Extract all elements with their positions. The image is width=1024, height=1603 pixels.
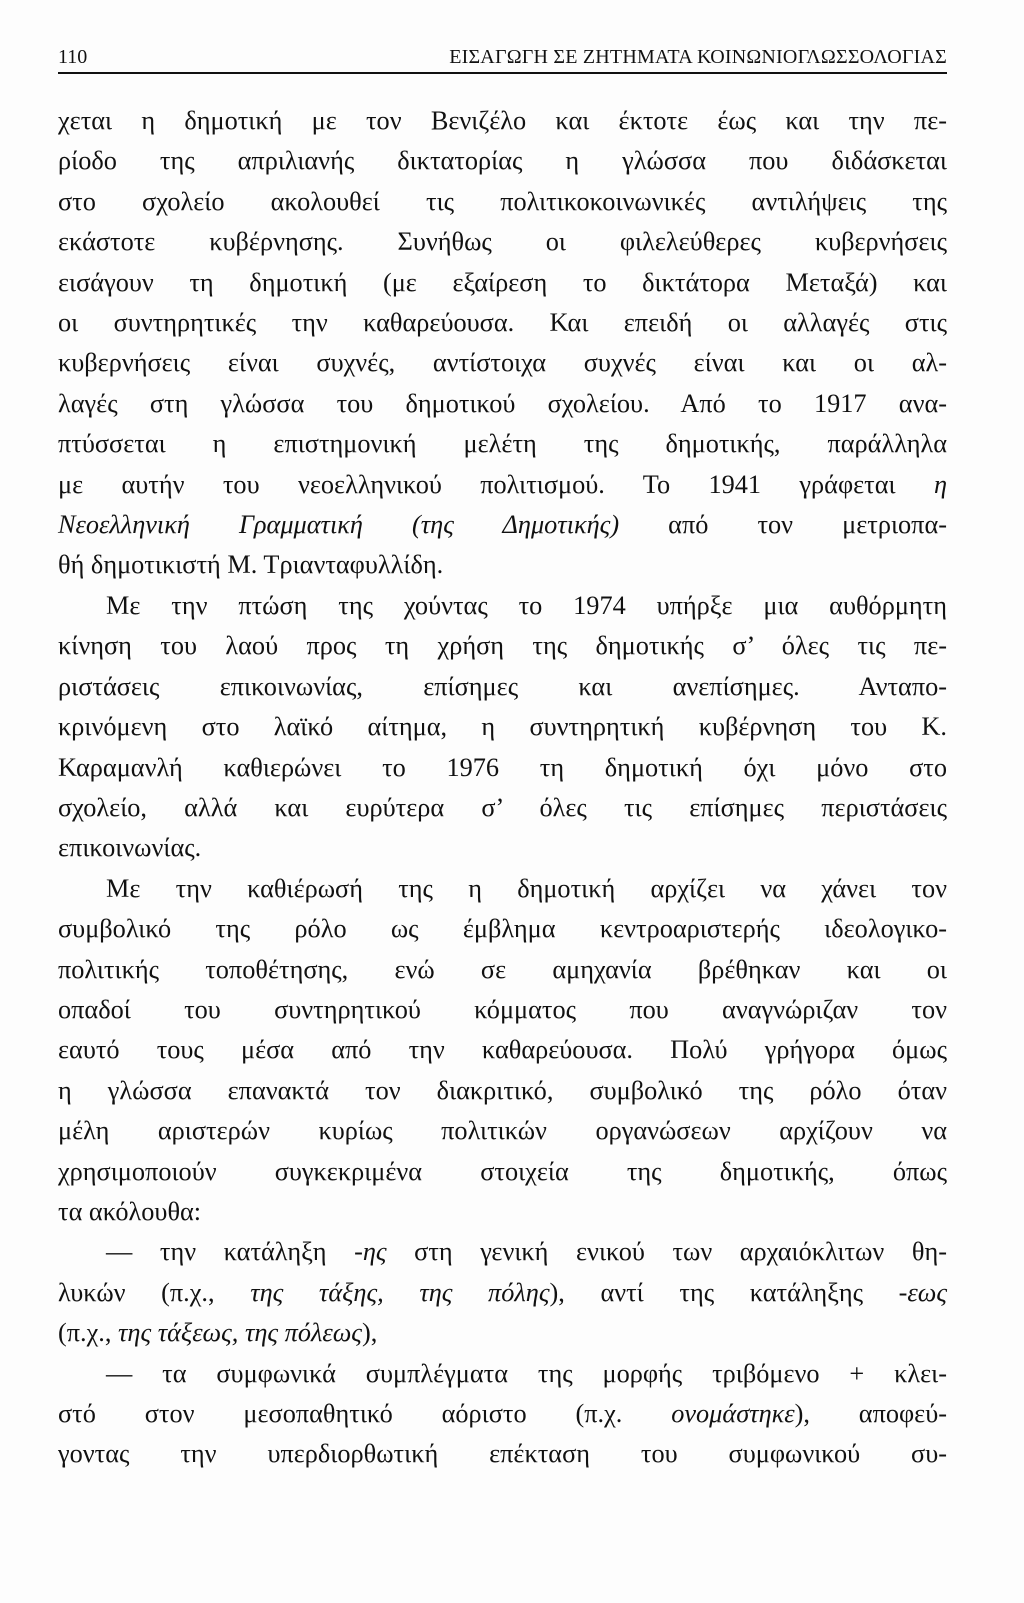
text-line [58, 1354, 947, 1394]
text-segment: επικοινωνίας. [58, 833, 202, 863]
text-segment: οι συντηρητικές την καθαρεύουσα. Και επειδή οι αλλαγές στις [58, 308, 947, 338]
text-segment: λυκών (π.χ., [58, 1277, 251, 1307]
text-segment: πολιτικής τοποθέτησης, ενώ σε αμηχανία βρέθηκαν και οι [58, 954, 947, 984]
text-line [58, 545, 947, 585]
text-line [58, 1152, 947, 1192]
text-segment: — τα συμφωνικά συμπλέγματα της μορφής τριβόμενο + κλει- [106, 1358, 947, 1388]
text-line [58, 263, 947, 303]
page-number: 110 [58, 46, 88, 68]
text-line [58, 343, 947, 383]
italic-text: -ης [354, 1237, 387, 1267]
text-line [58, 1273, 947, 1313]
text-segment: ), [361, 1318, 378, 1348]
text-segment: ρίοδο της απριλιανής δικτατορίας η γλώσσα που διδάσκεται [58, 146, 947, 176]
text-line [58, 748, 947, 788]
text-segment: γοντας την υπερδιορθωτική επέκταση του συμφωνικού συ- [58, 1439, 947, 1469]
text-segment: κίνηση του λαού προς τη χρήση της δημοτικής σ’ όλες τις πε- [58, 631, 947, 661]
text-line [58, 828, 947, 868]
text-segment: τα ακόλουθα: [58, 1196, 202, 1226]
text-line [58, 626, 947, 666]
text-segment: η γλώσσα επανακτά τον διακριτικό, συμβολικό της ρόλο όταν [58, 1075, 947, 1105]
text-segment: εκάστοτε κυβέρνησης. Συνήθως οι φιλελεύθερες κυβερνήσεις [58, 227, 947, 257]
text-segment: θή δημοτικιστή Μ. Τριανταφυλλίδη. [58, 550, 444, 580]
text-line [58, 1313, 947, 1353]
text-segment: ), αποφεύ- [794, 1399, 948, 1428]
text-line [58, 101, 947, 141]
text-line [58, 950, 947, 990]
text-segment: Με την καθιέρωσή της η δημοτική αρχίζει να χάνει τον [106, 873, 947, 903]
text-line [58, 182, 947, 222]
text-line [58, 141, 947, 181]
text-segment: χρησιμοποιούν συγκεκριμένα στοιχεία της δημοτικής, όπως [58, 1156, 947, 1186]
text-line [58, 222, 947, 262]
text-segment: (π.χ., [58, 1318, 119, 1348]
text-segment: Καραμανλή καθιερώνει το 1976 τη δημοτική όχι μόνο στο [58, 752, 947, 782]
text-line [58, 465, 947, 505]
text-segment: στη γενική ενικού των αρχαιόκλιτων θη- [386, 1237, 947, 1267]
text-line [58, 505, 947, 545]
text-line [58, 667, 947, 707]
italic-text: Νεοελληνική Γραμματική (της Δημοτικής) [58, 510, 620, 540]
text-segment: συμβολικό της ρόλο ως έμβλημα κεντροαριστερής ιδεολογικο- [58, 914, 947, 944]
italic-text: ονομάστηκε [671, 1399, 795, 1428]
text-segment: με αυτήν του νεοελληνικού πολιτισμού. Το 1941 γράφεται [58, 469, 934, 499]
text-segment: κυβερνήσεις είναι συχνές, αντίστοιχα συχνές είναι και οι αλ- [58, 348, 947, 378]
text-line [58, 303, 947, 343]
text-segment: ), αντί της κατάληξης [549, 1277, 899, 1307]
italic-text: -εως [898, 1277, 947, 1307]
text-segment: λαγές στη γλώσσα του δημοτικού σχολείου. Από το 1917 ανα- [58, 388, 947, 418]
text-line [58, 909, 947, 949]
text-segment: από τον μετριοπα- [619, 510, 947, 540]
text-line [58, 1394, 947, 1434]
text-line [58, 1111, 947, 1151]
text-line [58, 586, 947, 626]
text-line [58, 424, 947, 464]
running-title: ΕΙΣΑΓΩΓΗ ΣΕ ΖΗΤΗΜΑΤΑ ΚΟΙΝΩΝΙΟΓΛΩΣΣΟΛΟΓΙΑΣ [449, 46, 947, 68]
text-line [58, 384, 947, 424]
text-segment: οπαδοί του συντηρητικού κόμματος που αναγνώριζαν τον [58, 994, 947, 1024]
text-segment: κρινόμενη στο λαϊκό αίτημα, η συντηρητική κυβέρνηση του Κ. [58, 712, 947, 742]
text-line [58, 869, 947, 909]
text-line [58, 1434, 947, 1474]
text-line [58, 1192, 947, 1232]
text-segment: εαυτό τους μέσα από την καθαρεύουσα. Πολύ γρήγορα όμως [58, 1035, 947, 1065]
text-line [58, 990, 947, 1030]
text-segment: στο σχολείο ακολουθεί τις πολιτικοκοινωνικές αντιλήψεις της [58, 186, 947, 216]
italic-text: της τάξεως, της πόλεως [118, 1318, 362, 1348]
text-segment: εισάγουν τη δημοτική (με εξαίρεση το δικτάτορα Μεταξά) και [58, 267, 947, 297]
italic-text: η [933, 469, 947, 499]
text-segment: — την κατάληξη [106, 1237, 355, 1267]
text-segment: μέλη αριστερών κυρίως πολιτικών οργανώσεων αρχίζουν να [58, 1116, 947, 1146]
text-segment: σχολείο, αλλά και ευρύτερα σ’ όλες τις επίσημες περιστάσεις [58, 792, 947, 822]
text-segment: πτύσσεται η επιστημονική μελέτη της δημοτικής, παράλληλα [58, 429, 947, 459]
text-segment: στό στον μεσοπαθητικό αόριστο (π.χ. [58, 1399, 672, 1428]
text-segment: Με την πτώση της χούντας το 1974 υπήρξε μια αυθόρμητη [106, 590, 947, 620]
text-line [58, 788, 947, 828]
running-header [58, 44, 947, 74]
text-line [58, 707, 947, 747]
text-segment: ριστάσεις επικοινωνίας, επίσημες και ανεπίσημες. Ανταπο- [58, 671, 947, 701]
text-line [58, 1071, 947, 1111]
italic-text: της τάξης, της πόλης [250, 1277, 550, 1307]
text-segment: χεται η δημοτική με τον Βενιζέλο και έκτοτε έως και την πε- [58, 106, 947, 135]
text-line [58, 1030, 947, 1070]
body-text [58, 101, 947, 1475]
text-line [58, 1232, 947, 1272]
